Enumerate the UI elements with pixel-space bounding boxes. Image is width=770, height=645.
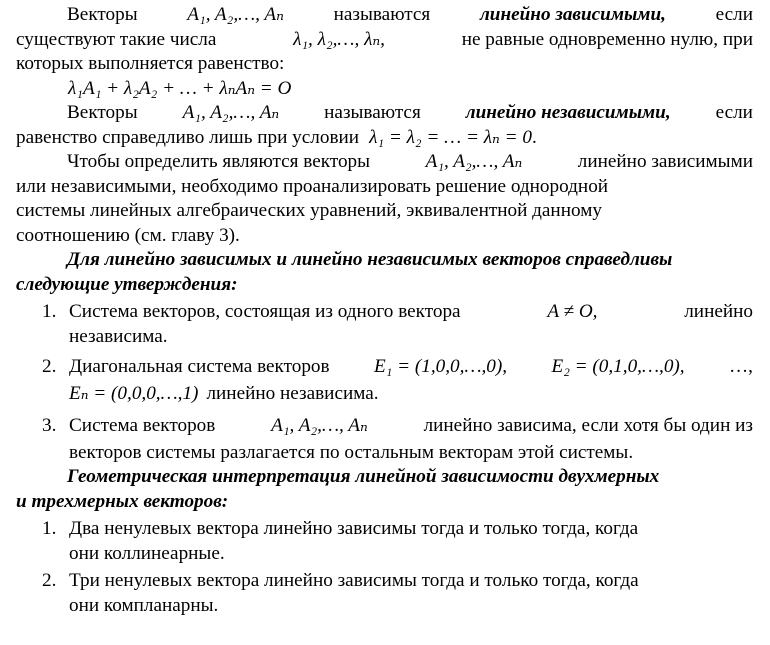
formula-line [16, 77, 753, 102]
heading-statements [16, 248, 753, 273]
list-text: линейно [684, 301, 753, 322]
list-item-text [69, 300, 753, 325]
heading-line: и трехмерных векторов: [16, 490, 229, 512]
heading-line: Геометрическая интерпретация линейной зависимости двухмерных [67, 466, 660, 487]
p3-line1 [16, 150, 753, 175]
math-e2: E₂ = (0,1,0,…,0), [551, 356, 685, 377]
vectors-formula: A₁, A₂,…, Aₙ [271, 415, 368, 436]
list2-item2-line1 [16, 569, 753, 594]
list2-item1-line2 [16, 542, 753, 567]
list1-item1-line1 [16, 300, 753, 325]
vectors-formula: A₁, A₂,…, Aₙ [182, 102, 280, 123]
p1-word: называются [333, 4, 431, 25]
list1-item3-line1 [16, 414, 753, 439]
term-dependent: линейно зависимыми, [479, 4, 666, 25]
p3-line3 [16, 199, 753, 224]
list1-item3-line2 [16, 441, 753, 466]
heading-geometric [16, 465, 753, 490]
list-text: …, [728, 356, 753, 377]
list-text: Три ненулевых вектора линейно зависимы тогда и только тогда, когда [69, 570, 639, 591]
list-text: Два ненулевых вектора линейно зависимы тогда и только тогда, когда [69, 518, 639, 539]
p1-line2 [16, 28, 753, 53]
p2-text: равенство справедливо лишь при условии [16, 126, 360, 148]
p1-word: Векторы [67, 4, 138, 25]
list-text: линейно зависима, если хотя бы один из [423, 415, 753, 436]
vectors-formula: A₁, A₂,…, Aₙ [187, 4, 284, 25]
list-text: векторов системы разлагается по остальным векторам этой системы. [69, 441, 634, 463]
heading-line: следующие утверждения: [16, 273, 238, 295]
linear-combination-formula: λ₁A₁ + λ₂A₂ + … + λₙAₙ = O [68, 77, 292, 99]
p3-text: соотношению (см. главу 3). [16, 224, 240, 246]
list-text: независима. [69, 325, 168, 347]
math-en: Eₙ = (0,0,0,…,1) [69, 382, 199, 404]
list-item-text [69, 414, 753, 439]
p2-period: . [531, 126, 537, 148]
p3-text: Чтобы определить являются векторы [67, 151, 371, 172]
vectors-formula: A₁, A₂,…, Aₙ [425, 151, 523, 172]
list-text: они коллинеарные. [69, 542, 225, 564]
lambdas-formula: λ₁, λ₂,…, λₙ, [293, 28, 385, 50]
p2-line2 [16, 126, 753, 151]
list-text: Система векторов [69, 415, 216, 436]
p1-word: если [715, 4, 753, 25]
list-text: Диагональная система векторов [69, 356, 330, 377]
p3-text: линейно зависимыми [577, 151, 753, 172]
p3-line2 [16, 175, 753, 200]
list-number: 3. [42, 415, 57, 436]
p1-text: не равные одновременно нулю, при [461, 28, 753, 50]
list1-item2-line1 [16, 355, 753, 380]
list2-item2-line2 [16, 594, 753, 619]
list-text: Система векторов, состоящая из одного вектора [69, 301, 461, 322]
list-item-text [69, 355, 753, 380]
p2-line1 [16, 101, 753, 126]
list2-item1-line1 [16, 517, 753, 542]
list-number: 1. [42, 301, 57, 322]
p1-text: которых выполняется равенство: [16, 53, 285, 74]
term-independent: линейно независимыми, [465, 102, 671, 123]
list1-item1-line2 [16, 325, 753, 350]
heading-statements-cont [16, 273, 753, 298]
p2-word: Векторы [67, 102, 138, 123]
list-number: 2. [42, 356, 57, 377]
p1-text: существуют такие числа [16, 28, 217, 50]
math-a-not-o: A ≠ O, [547, 301, 598, 322]
list1-item2-line2 [16, 382, 753, 407]
heading-geometric-cont [16, 490, 753, 515]
p1-line1 [16, 3, 753, 28]
textbook-page [16, 3, 753, 618]
p1-line3 [16, 52, 753, 77]
math-e1: E₁ = (1,0,0,…,0), [373, 356, 508, 377]
p3-text: системы линейных алгебраических уравнений, эквивалентной данному [16, 200, 602, 221]
p2-word: называются [324, 102, 421, 123]
list-text: линейно независима. [206, 382, 379, 404]
list-text: они компланарны. [69, 594, 219, 616]
heading-line: Для линейно зависимых и линейно независимых векторов справедливы [67, 249, 673, 270]
condition-formula: λ₁ = λ₂ = … = λₙ = 0 [369, 126, 532, 148]
p3-text: или независимыми, необходимо проанализировать решение однородной [16, 175, 609, 197]
p3-line4 [16, 224, 753, 249]
list-number: 1. [42, 518, 57, 539]
p2-word: если [715, 102, 753, 123]
list-number: 2. [42, 570, 57, 591]
